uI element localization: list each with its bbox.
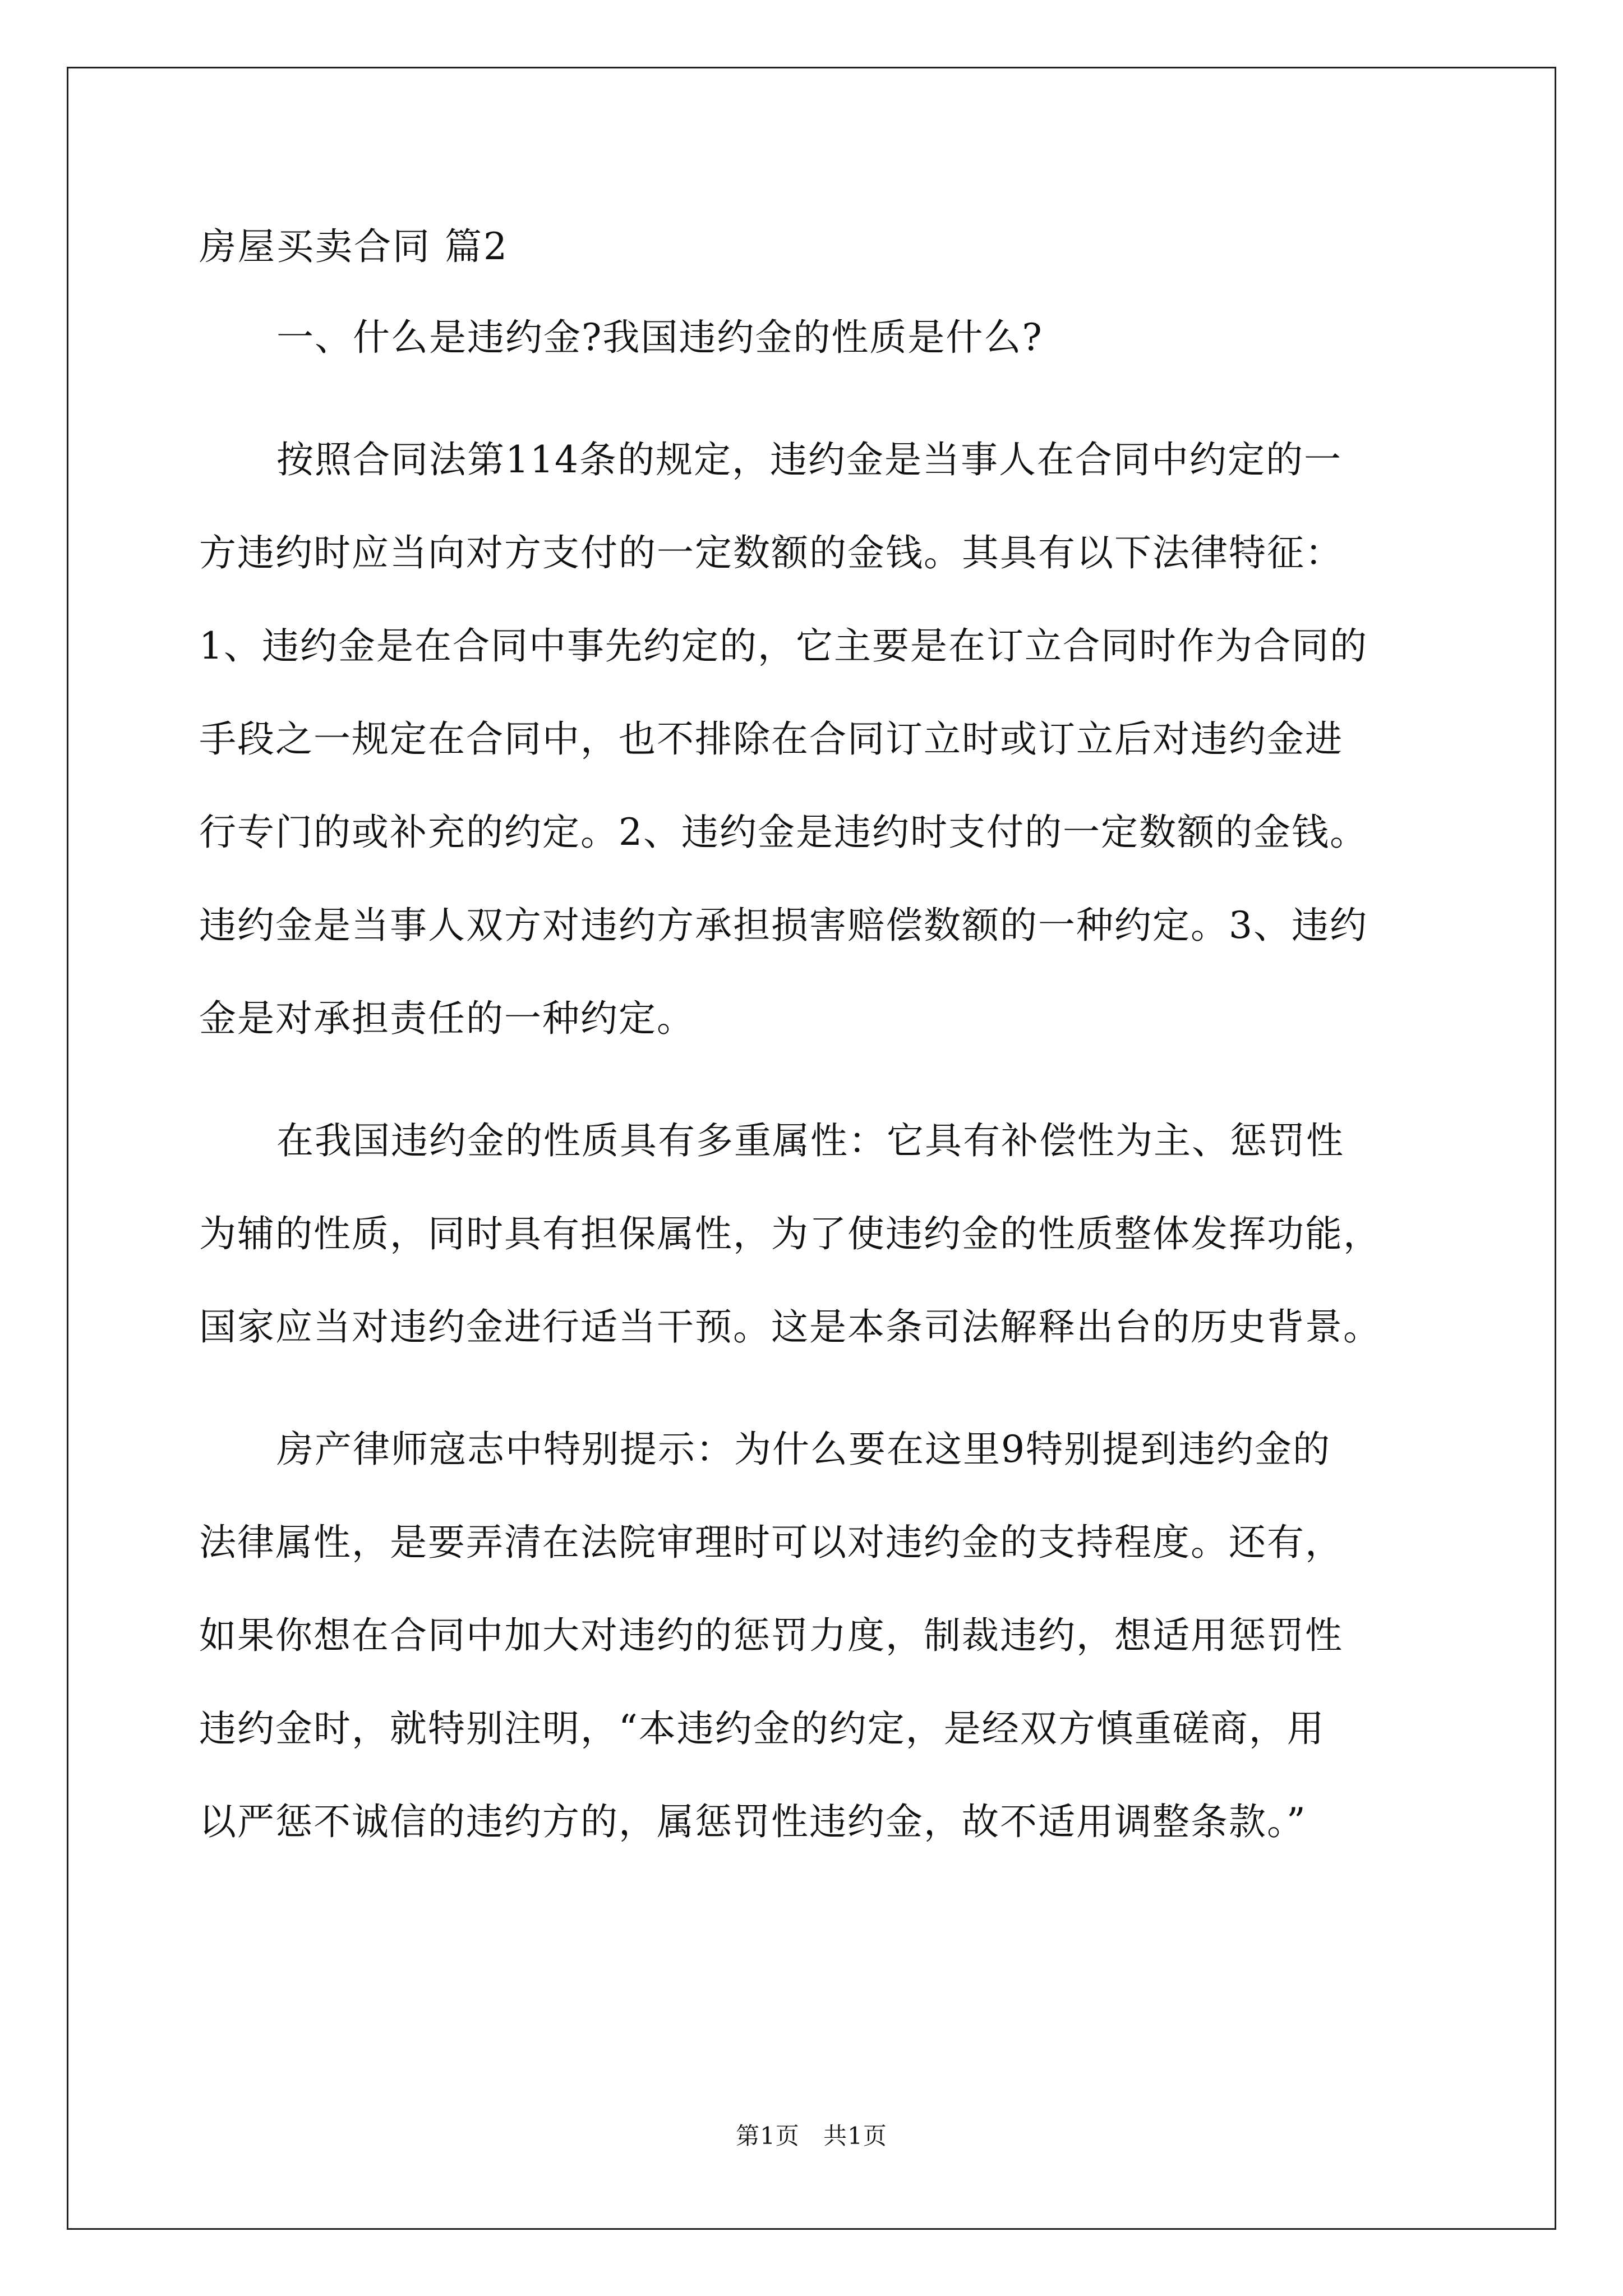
paragraph-4 [199, 1403, 1433, 1869]
paragraph-2 [199, 413, 1433, 1065]
document-body [199, 222, 1433, 1919]
paragraph-line: 为辅的性质，同时具有担保属性，为了使违约金的性质整体发挥功能， [199, 1212, 1381, 1255]
paragraph-line: 1、违约金是在合同中事先约定的，它主要是在订立合同时作为合同的 [199, 624, 1368, 668]
paragraph-line: 方违约时应当向对方支付的一定数额的金钱。其具有以下法律特征： [199, 531, 1343, 574]
document-title: 房屋买卖合同 篇2 [199, 225, 509, 268]
paragraph-line: 按照合同法第114条的规定，违约金是当事人在合同中约定的一 [276, 438, 1342, 481]
paragraph-line: 一、什么是违约金?我国违约金的性质是什么? [276, 316, 1043, 359]
paragraph-line: 违约金时，就特别注明，“本违约金的约定，是经双方慎重磋商，用 [199, 1707, 1325, 1750]
paragraph-line: 违约金是当事人双方对违约方承担损害赔偿数额的一种约定。3、违约 [199, 904, 1368, 947]
paragraph-line: 以严惩不诚信的违约方的，属惩罚性违约金，故不适用调整条款。” [199, 1800, 1307, 1843]
page-footer [0, 2120, 1623, 2152]
paragraph-line: 如果你想在合同中加大对违约的惩罚力度，制裁违约，想适用惩罚性 [199, 1614, 1343, 1657]
paragraph-line: 手段之一规定在合同中，也不排除在合同订立时或订立后对违约金进 [199, 717, 1343, 761]
paragraph-line: 金是对承担责任的一种约定。 [199, 997, 695, 1040]
paragraph-line: 法律属性，是要弄清在法院审理时可以对违约金的支持程度。还有， [199, 1521, 1343, 1564]
page-number: 第1页 [736, 2122, 800, 2150]
paragraph-3 [199, 1094, 1433, 1374]
paragraph-line: 在我国违约金的性质具有多重属性：它具有补偿性为主、惩罚性 [276, 1119, 1344, 1162]
paragraph-line: 国家应当对违约金进行适当干预。这是本条司法解释出台的历史背景。 [199, 1305, 1381, 1349]
page-total: 共1页 [823, 2122, 887, 2150]
paragraph-line: 行专门的或补充的约定。2、违约金是违约时支付的一定数额的金钱。 [199, 811, 1368, 854]
paragraph-1 [199, 291, 1433, 384]
paragraph-line: 房产律师寇志中特别提示：为什么要在这里9特别提到违约金的 [276, 1428, 1331, 1471]
